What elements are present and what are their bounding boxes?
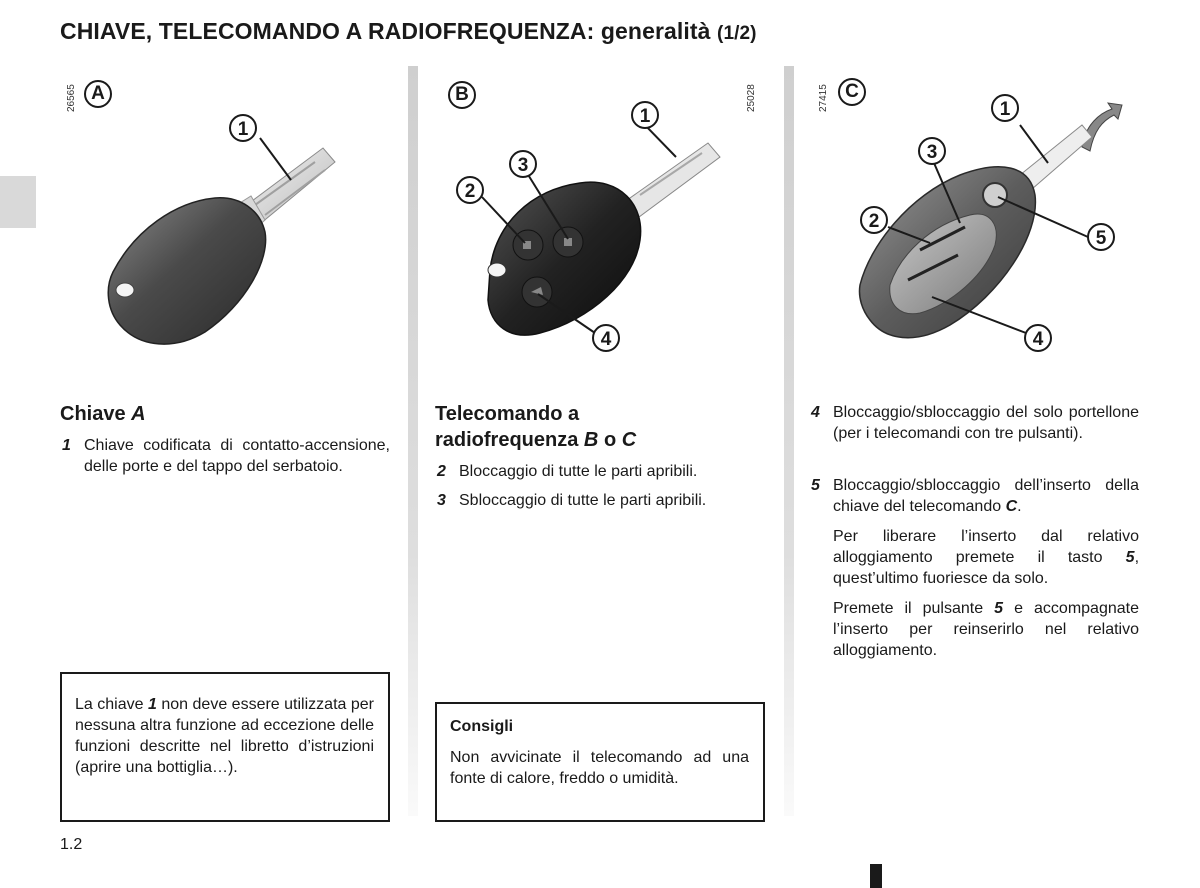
callout-a-1-label: 1: [237, 119, 249, 140]
heading-chiave-a: Chiave A: [60, 403, 146, 425]
figure-a-key-illustration: [95, 110, 355, 355]
column-divider-right: [784, 66, 794, 816]
callout-b-2-label: 2: [464, 181, 476, 202]
figure-b-remote-illustration: [440, 95, 740, 360]
callout-c-5-label: 5: [1095, 228, 1107, 249]
callout-c-4-label: 4: [1032, 329, 1044, 350]
figure-a-id: 26565: [66, 84, 77, 112]
section-tab-marker: [0, 176, 36, 228]
figure-c-flipkey-illustration: [850, 85, 1130, 355]
figure-b-id: 25028: [746, 84, 757, 112]
tips-text: Non avvicinate il telecomando ad una fonte di calore, freddo o umidità.: [450, 749, 749, 787]
list-item-col2-2: 2 Bloccaggio di tutte le parti apribili.: [437, 463, 698, 480]
figure-c-letter: C: [838, 78, 866, 106]
paragraph-release-insert: Per liberare l’inserto dal relativo alloggiamento premete il tasto 5, quest’ultimo fuoriesce da solo.: [833, 528, 1140, 587]
callout-c-2-label: 2: [868, 211, 880, 232]
callout-b-4-label: 4: [600, 329, 612, 350]
list-item-col3-5: 5 Bloccaggio/sbloccaggio dell’inserto della chiave del telecomando C.: [811, 477, 1139, 515]
page-title-main: CHIAVE, TELECOMANDO A RADIOFREQUENZA: generalità: [60, 18, 711, 44]
figure-c-id: 27415: [818, 84, 829, 112]
paragraph-reinsert-insert: Premete il pulsante 5 e accompagnate l’inserto per reinserirlo nel relativo alloggiamento.: [833, 600, 1139, 659]
figure-a-letter: A: [84, 80, 112, 108]
page-number: 1.2: [60, 836, 83, 853]
tips-title: Consigli: [450, 718, 514, 735]
list-item-col3-4: 4 Bloccaggio/sbloccaggio del solo portellone (per i telecomandi con tre pulsanti).: [811, 404, 1139, 442]
note-box-key-usage: La chiave 1 non deve essere utilizzata per nessuna altra funzione ad eccezione delle funzioni descritte nel libretto d’istruzioni (aprire una bottiglia…).: [60, 672, 390, 822]
list-item-col1-1: 1 Chiave codificata di contatto-accensione, delle porte e del tappo del serbatoio.: [62, 437, 390, 475]
callout-c-3-label: 3: [926, 142, 938, 163]
column-divider-left: [408, 66, 418, 816]
figure-b-letter: B: [448, 81, 476, 109]
callout-b-3-label: 3: [517, 155, 529, 176]
page-edge-marker: [870, 864, 882, 888]
heading-telecomando: Telecomando a radiofrequenza B o C: [435, 403, 637, 451]
callout-b-1-label: 1: [639, 106, 651, 127]
page-title: [60, 18, 757, 45]
list-item-col2-3: 3 Sbloccaggio di tutte le parti apribili.: [437, 492, 707, 509]
page-title-part: (1/2): [717, 23, 757, 44]
tips-box-consigli: [435, 702, 765, 822]
callout-c-1-label: 1: [999, 99, 1011, 120]
